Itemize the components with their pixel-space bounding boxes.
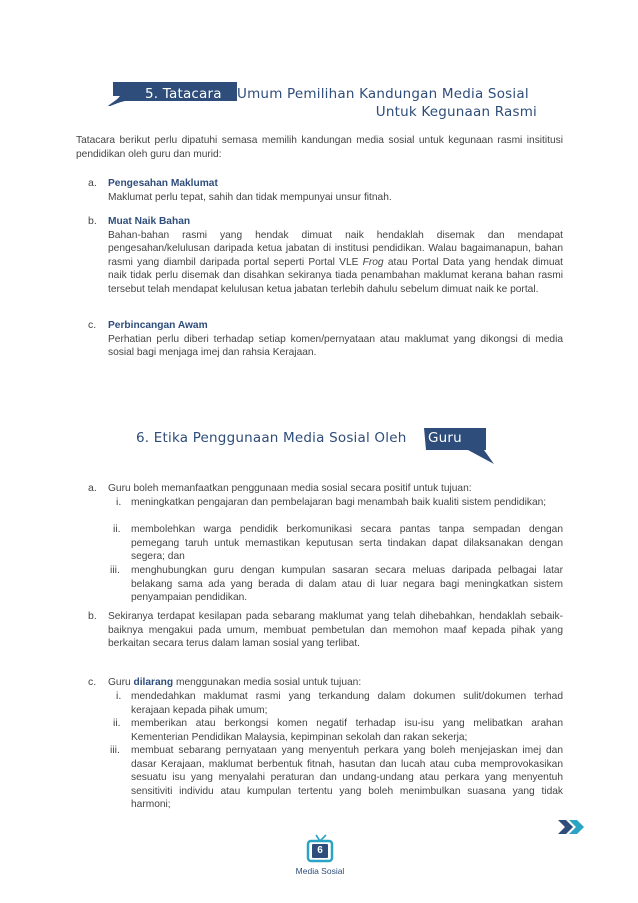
section5-item-c-body: Perhatian perlu diberi terhadap setiap komen/pernyataan atau maklumat yang dikongsi di media sosial bagi menjaga imej dan rahsia Kerajaan.	[108, 333, 563, 359]
chevron-right-icon	[556, 818, 586, 836]
section5-item-b-body: Bahan-bahan rasmi yang hendak dimuat naik hendaklah disemak dan mendapat pengesahan/kelulusan daripada ketua jabatan di institusi pendidikan. Walau bagaimanapun, bahan rasmi yang diambil daripada portal seperti Portal VLE Frog atau Portal Data yang hendak dimuat naik tidak perlu disemak dan disahkan sekiranya tiada penambahan maklumat kerana bahan rasmi tersebut telah mendapat kelulusan ketua jabatan terlebih dahulu sebelum dimuat naik ke portal.	[108, 229, 563, 295]
section6-a-sub-iii-text: menghubungkan guru dengan kumpulan sasaran secara meluas daripada pelbagai latar belakang sama ada yang berada di dalam atau di luar negara bagi meningkatkan sistem penyampaian pendidikan.	[131, 565, 563, 604]
section5-item-b-heading: Muat Naik Bahan	[108, 216, 191, 227]
section6-item-c-text: Guru dilarang menggunakan media sosial untuk tujuan:	[108, 677, 362, 688]
section5-title-part2: Umum Pemilihan Kandungan Media Sosial	[237, 86, 529, 102]
section6-header	[130, 424, 500, 468]
section5-item-a-marker: a.	[88, 177, 97, 189]
section6-a-sub-iii-marker: iii.	[110, 564, 120, 576]
footer-label: Media Sosial	[295, 866, 345, 876]
page-number: 6	[317, 845, 323, 856]
section5-item-b	[108, 215, 563, 297]
section5-title-part1: 5. Tatacara	[145, 86, 222, 102]
section5-item-c-marker: c.	[88, 319, 97, 331]
section6-c-sub-iii-marker: iii.	[110, 744, 120, 756]
section6-item-b-marker: b.	[88, 610, 97, 622]
section6-a-sub-i-marker: i.	[116, 496, 122, 508]
section6-a-sub-ii-marker: ii.	[113, 523, 121, 535]
section6-title-part2: Guru	[428, 430, 462, 446]
section5-item-a-heading: Pengesahan Maklumat	[108, 178, 218, 189]
section5-item-c	[108, 319, 563, 360]
section6-c-sub-ii-marker: ii.	[113, 717, 121, 729]
section5-intro: Tatacara berikut perlu dipatuhi semasa memilih kandungan media sosial untuk kegunaan rasmi insititusi pendidikan oleh guru dan murid:	[76, 135, 563, 160]
section6-c-sub-i-marker: i.	[116, 690, 122, 702]
section5-header	[105, 76, 545, 120]
section5-item-a	[108, 177, 563, 204]
section6-item-a-marker: a.	[88, 482, 97, 494]
section5-item-a-body: Maklumat perlu tepat, sahih dan tidak mempunyai unsur fitnah.	[108, 191, 392, 203]
section5-item-c-heading: Perbincangan Awam	[108, 320, 208, 331]
section5-title-line2: Untuk Kegunaan Rasmi	[375, 104, 537, 120]
footer	[290, 832, 350, 882]
section6-a-sub-i-text: meningkatkan pengajaran dan pembelajaran bagi menambah baik kualiti sistem pendidikan;	[131, 497, 547, 508]
section6-c-sub-iii-text: membuat sebarang pernyataan yang menyentuh perkara yang boleh menjejaskan imej dan dasar Kerajaan, maklumat berbentuk fitnah, hasutan dan lucah atau cuba memprovokasikan sesuatu isu yang menyalahi peraturan dan undang-undang atau perkara yang menyentuh sensitiviti individu atau kumpulan tertentu yang boleh menimbulkan suasana yang tidak harmoni;	[131, 745, 563, 811]
section6-a-sub-ii-text: membolehkan warga pendidik berkomunikasi secara pantas tanpa sempadan dengan pemegang taruh untuk memastikan keputusan serta tindakan dapat dilaksanakan dengan segera; dan	[131, 524, 563, 563]
section6-c-sub-i-text: mendedahkan maklumat rasmi yang terkandung dalam dokumen sulit/dokumen terhad kerajaan kepada pihak umum;	[131, 691, 563, 716]
section6-item-a-text: Guru boleh memanfaatkan penggunaan media sosial secara positif untuk tujuan:	[108, 483, 472, 494]
section6-title-part1: 6. Etika Penggunaan Media Sosial Oleh	[136, 430, 407, 446]
section6-item-b-text: Sekiranya terdapat kesilapan pada sebarang maklumat yang telah dihebahkan, hendaklah sebaik-baiknya mengakui pada umum, membuat pembetulan dan memohon maaf kepada pihak yang berkaitan secara terus dalam laman sosial yang terlibat.	[108, 611, 563, 650]
section6-item-c-marker: c.	[88, 676, 97, 688]
section5-item-b-marker: b.	[88, 215, 97, 227]
section6-c-sub-ii-text: memberikan atau berkongsi komen negatif terhadap isu-isu yang melibatkan arahan Kementerian Pendidikan Malaysia, kepimpinan sekolah dan rakan sekerja;	[131, 718, 563, 743]
